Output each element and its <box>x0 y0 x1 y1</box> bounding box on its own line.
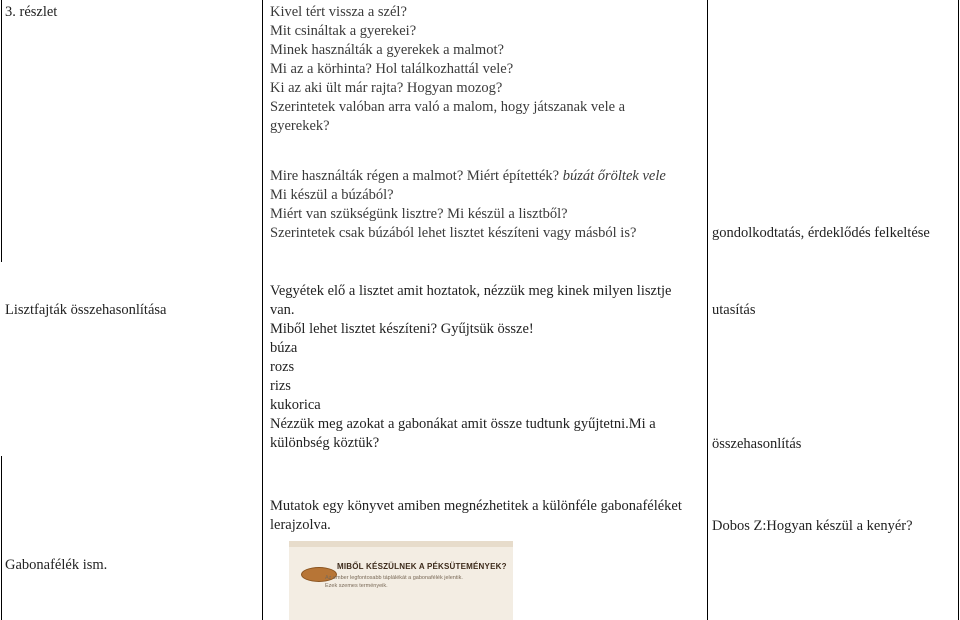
book-title: MIBŐL KÉSZÜLNEK A PÉKSÜTEMÉNYEK? <box>337 562 507 571</box>
row3-line: lerajzolva. <box>270 517 331 533</box>
row1-question: Kivel tért vissza a szél? <box>270 4 407 20</box>
row2-label: Lisztfajták összehasonlítása <box>5 302 167 318</box>
row1-answer-italic: búzát őröltek vele <box>562 168 666 184</box>
row1-question: Mi az a körhinta? Hol találkozhattál vele? <box>270 61 514 77</box>
row1-question-mill <box>270 167 702 186</box>
grain-list-item: kukorica <box>270 397 321 413</box>
row1-question-mill-text: Mire használták régen a malmot? Miért építették? <box>270 168 563 184</box>
grain-list-item: rozs <box>270 359 295 375</box>
row2-note-instruction: utasítás <box>712 302 756 318</box>
row3-content <box>270 497 710 535</box>
row2-line: Miből lehet lisztet készíteni? Gyűjtsük össze! <box>270 321 534 337</box>
row2-line: különbség köztük? <box>270 435 380 451</box>
row1-label: 3. részlet <box>5 4 58 20</box>
book-text-line: Az ember legfontosabb táplálékát a gabonafélék jelentik. <box>325 575 463 581</box>
row3-line: Mutatok egy könyvet amiben megnézhetitek a különféle gabonaféléket <box>270 498 682 514</box>
row1-question: Miért van szükségünk lisztre? Mi készül a lisztből? <box>270 206 568 222</box>
row1-question: Szerintetek valóban arra való a malom, hogy játszanak vele a <box>270 99 626 115</box>
column-border-left-lower <box>1 456 2 620</box>
book-text-line: Ezek szemes terményeik. <box>325 583 388 589</box>
row1-question: gyerekek? <box>270 118 330 134</box>
row1-question: Szerintetek csak búzából lehet lisztet készíteni vagy másból is? <box>270 225 637 241</box>
row1-note: gondolkodtatás, érdeklődés felkeltése <box>712 225 930 241</box>
row1-questions-2 <box>270 167 702 243</box>
column-border-1 <box>262 0 263 620</box>
row2-note-comparison: összehasonlítás <box>712 436 802 452</box>
row1-question: Mit csináltak a gyerekei? <box>270 23 417 39</box>
row1-question: Minek használták a gyerekek a malmot? <box>270 42 504 58</box>
row2-line: Nézzük meg azokat a gabonákat amit össze tudtunk gyűjtetni.Mi a <box>270 416 656 432</box>
row2-line: Vegyétek elő a lisztet amit hoztatok, nézzük meg kinek milyen lisztje <box>270 283 672 299</box>
row1-question: Ki az aki ült már rajta? Hogyan mozog? <box>270 80 503 96</box>
row1-questions <box>270 3 702 136</box>
book-page-stripe <box>289 541 513 547</box>
grain-list-item: búza <box>270 340 298 356</box>
row1-question: Mi készül a búzából? <box>270 187 394 203</box>
row3-label: Gabonafélék ism. <box>5 557 108 573</box>
row2-content <box>270 282 702 453</box>
book-page-image <box>289 541 513 620</box>
column-border-right <box>958 0 959 620</box>
row2-line: van. <box>270 302 295 318</box>
column-border-left <box>1 0 2 262</box>
row3-note: Dobos Z:Hogyan készül a kenyér? <box>712 518 913 534</box>
grain-list-item: rizs <box>270 378 291 394</box>
